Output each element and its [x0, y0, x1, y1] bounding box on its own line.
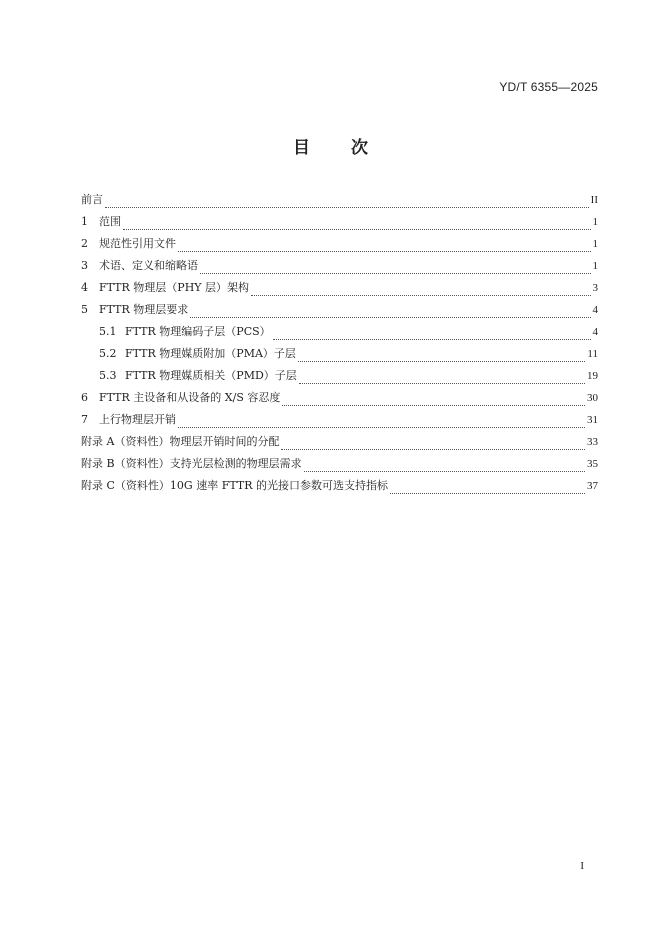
toc-entry-number: 4 [81, 281, 88, 294]
toc-entry-title: FTTR 物理层要求 [99, 303, 189, 316]
toc-entry-page: 1 [592, 216, 598, 228]
toc-entry-number: 6 [81, 391, 88, 404]
toc-entry-title: FTTR 物理媒质相关（PMD）子层 [125, 369, 297, 382]
toc-entry[interactable] [81, 409, 598, 431]
toc-entry[interactable] [81, 321, 598, 343]
toc-dot-leader [281, 448, 585, 450]
toc-entry[interactable] [81, 299, 598, 321]
toc-entry-title: FTTR 主设备和从设备的 X/S 容忍度 [99, 391, 281, 404]
toc-entry-number: 5.3 [99, 369, 117, 382]
toc-entry-title: FTTR 物理层（PHY 层）架构 [99, 281, 250, 294]
toc-dot-leader [251, 294, 590, 296]
page-number: I [580, 860, 584, 872]
toc-entry-title: 附录 B（资料性）支持光层检测的物理层需求 [81, 457, 302, 470]
toc-dot-leader [200, 272, 591, 274]
toc-dot-leader [299, 382, 585, 384]
toc-entry-number: 5.2 [99, 347, 117, 360]
title-char-1: 目 [293, 138, 311, 158]
toc-entry-title: 上行物理层开销 [99, 413, 176, 426]
toc-entry[interactable] [81, 189, 598, 211]
toc-entry-page: 19 [587, 370, 598, 382]
toc-entry-page: 4 [592, 326, 598, 338]
toc-dot-leader [105, 206, 589, 208]
toc-entry-number: 2 [81, 237, 88, 250]
toc-entry[interactable] [81, 431, 598, 453]
toc-entry-title: 规范性引用文件 [99, 237, 176, 250]
toc-entry-title: 前言 [81, 193, 103, 206]
toc-entry-number: 5.1 [99, 325, 117, 338]
toc-entry[interactable] [81, 233, 598, 255]
toc-entry-page: 35 [587, 458, 598, 470]
toc-dot-leader [123, 228, 591, 230]
toc-entry[interactable] [81, 475, 598, 497]
toc-entry-page: 11 [587, 348, 598, 360]
toc-entry-page: 4 [592, 304, 598, 316]
toc-entry-number: 1 [81, 215, 88, 228]
document-code: YD/T 6355—2025 [499, 80, 598, 94]
table-of-contents [81, 189, 598, 497]
toc-dot-leader [178, 426, 585, 428]
toc-entry-page: 1 [592, 238, 598, 250]
toc-entry-number: 7 [81, 413, 88, 426]
toc-entry[interactable] [81, 211, 598, 233]
toc-entry-page: 37 [587, 480, 598, 492]
toc-entry-title: 术语、定义和缩略语 [99, 259, 198, 272]
toc-dot-leader [178, 250, 591, 252]
toc-entry[interactable] [81, 343, 598, 365]
toc-entry[interactable] [81, 365, 598, 387]
title-char-2: 次 [351, 138, 369, 158]
toc-entry[interactable] [81, 387, 598, 409]
toc-dot-leader [390, 492, 585, 494]
toc-dot-leader [273, 338, 591, 340]
toc-entry-title: 附录 C（资料性）10G 速率 FTTR 的光接口参数可选支持指标 [81, 479, 388, 492]
toc-entry-title: 范围 [99, 215, 121, 228]
toc-dot-leader [298, 360, 586, 362]
toc-entry-page: 33 [587, 436, 598, 448]
toc-entry-page: 31 [587, 414, 598, 426]
toc-entry-number: 3 [81, 259, 88, 272]
toc-entry-number: 5 [81, 303, 88, 316]
toc-entry-page: 1 [592, 260, 598, 272]
toc-entry-page: 3 [592, 282, 598, 294]
toc-entry-title: FTTR 物理编码子层（PCS） [125, 325, 271, 338]
toc-entry[interactable] [81, 453, 598, 475]
toc-dot-leader [190, 316, 590, 318]
toc-entry[interactable] [81, 255, 598, 277]
toc-entry-page: II [590, 194, 598, 206]
toc-entry[interactable] [81, 277, 598, 299]
toc-entry-page: 30 [587, 392, 598, 404]
toc-dot-leader [282, 404, 585, 406]
toc-dot-leader [304, 470, 585, 472]
toc-entry-title: 附录 A（资料性）物理层开销时间的分配 [81, 435, 280, 448]
page-title [0, 133, 662, 158]
toc-entry-title: FTTR 物理媒质附加（PMA）子层 [125, 347, 296, 360]
